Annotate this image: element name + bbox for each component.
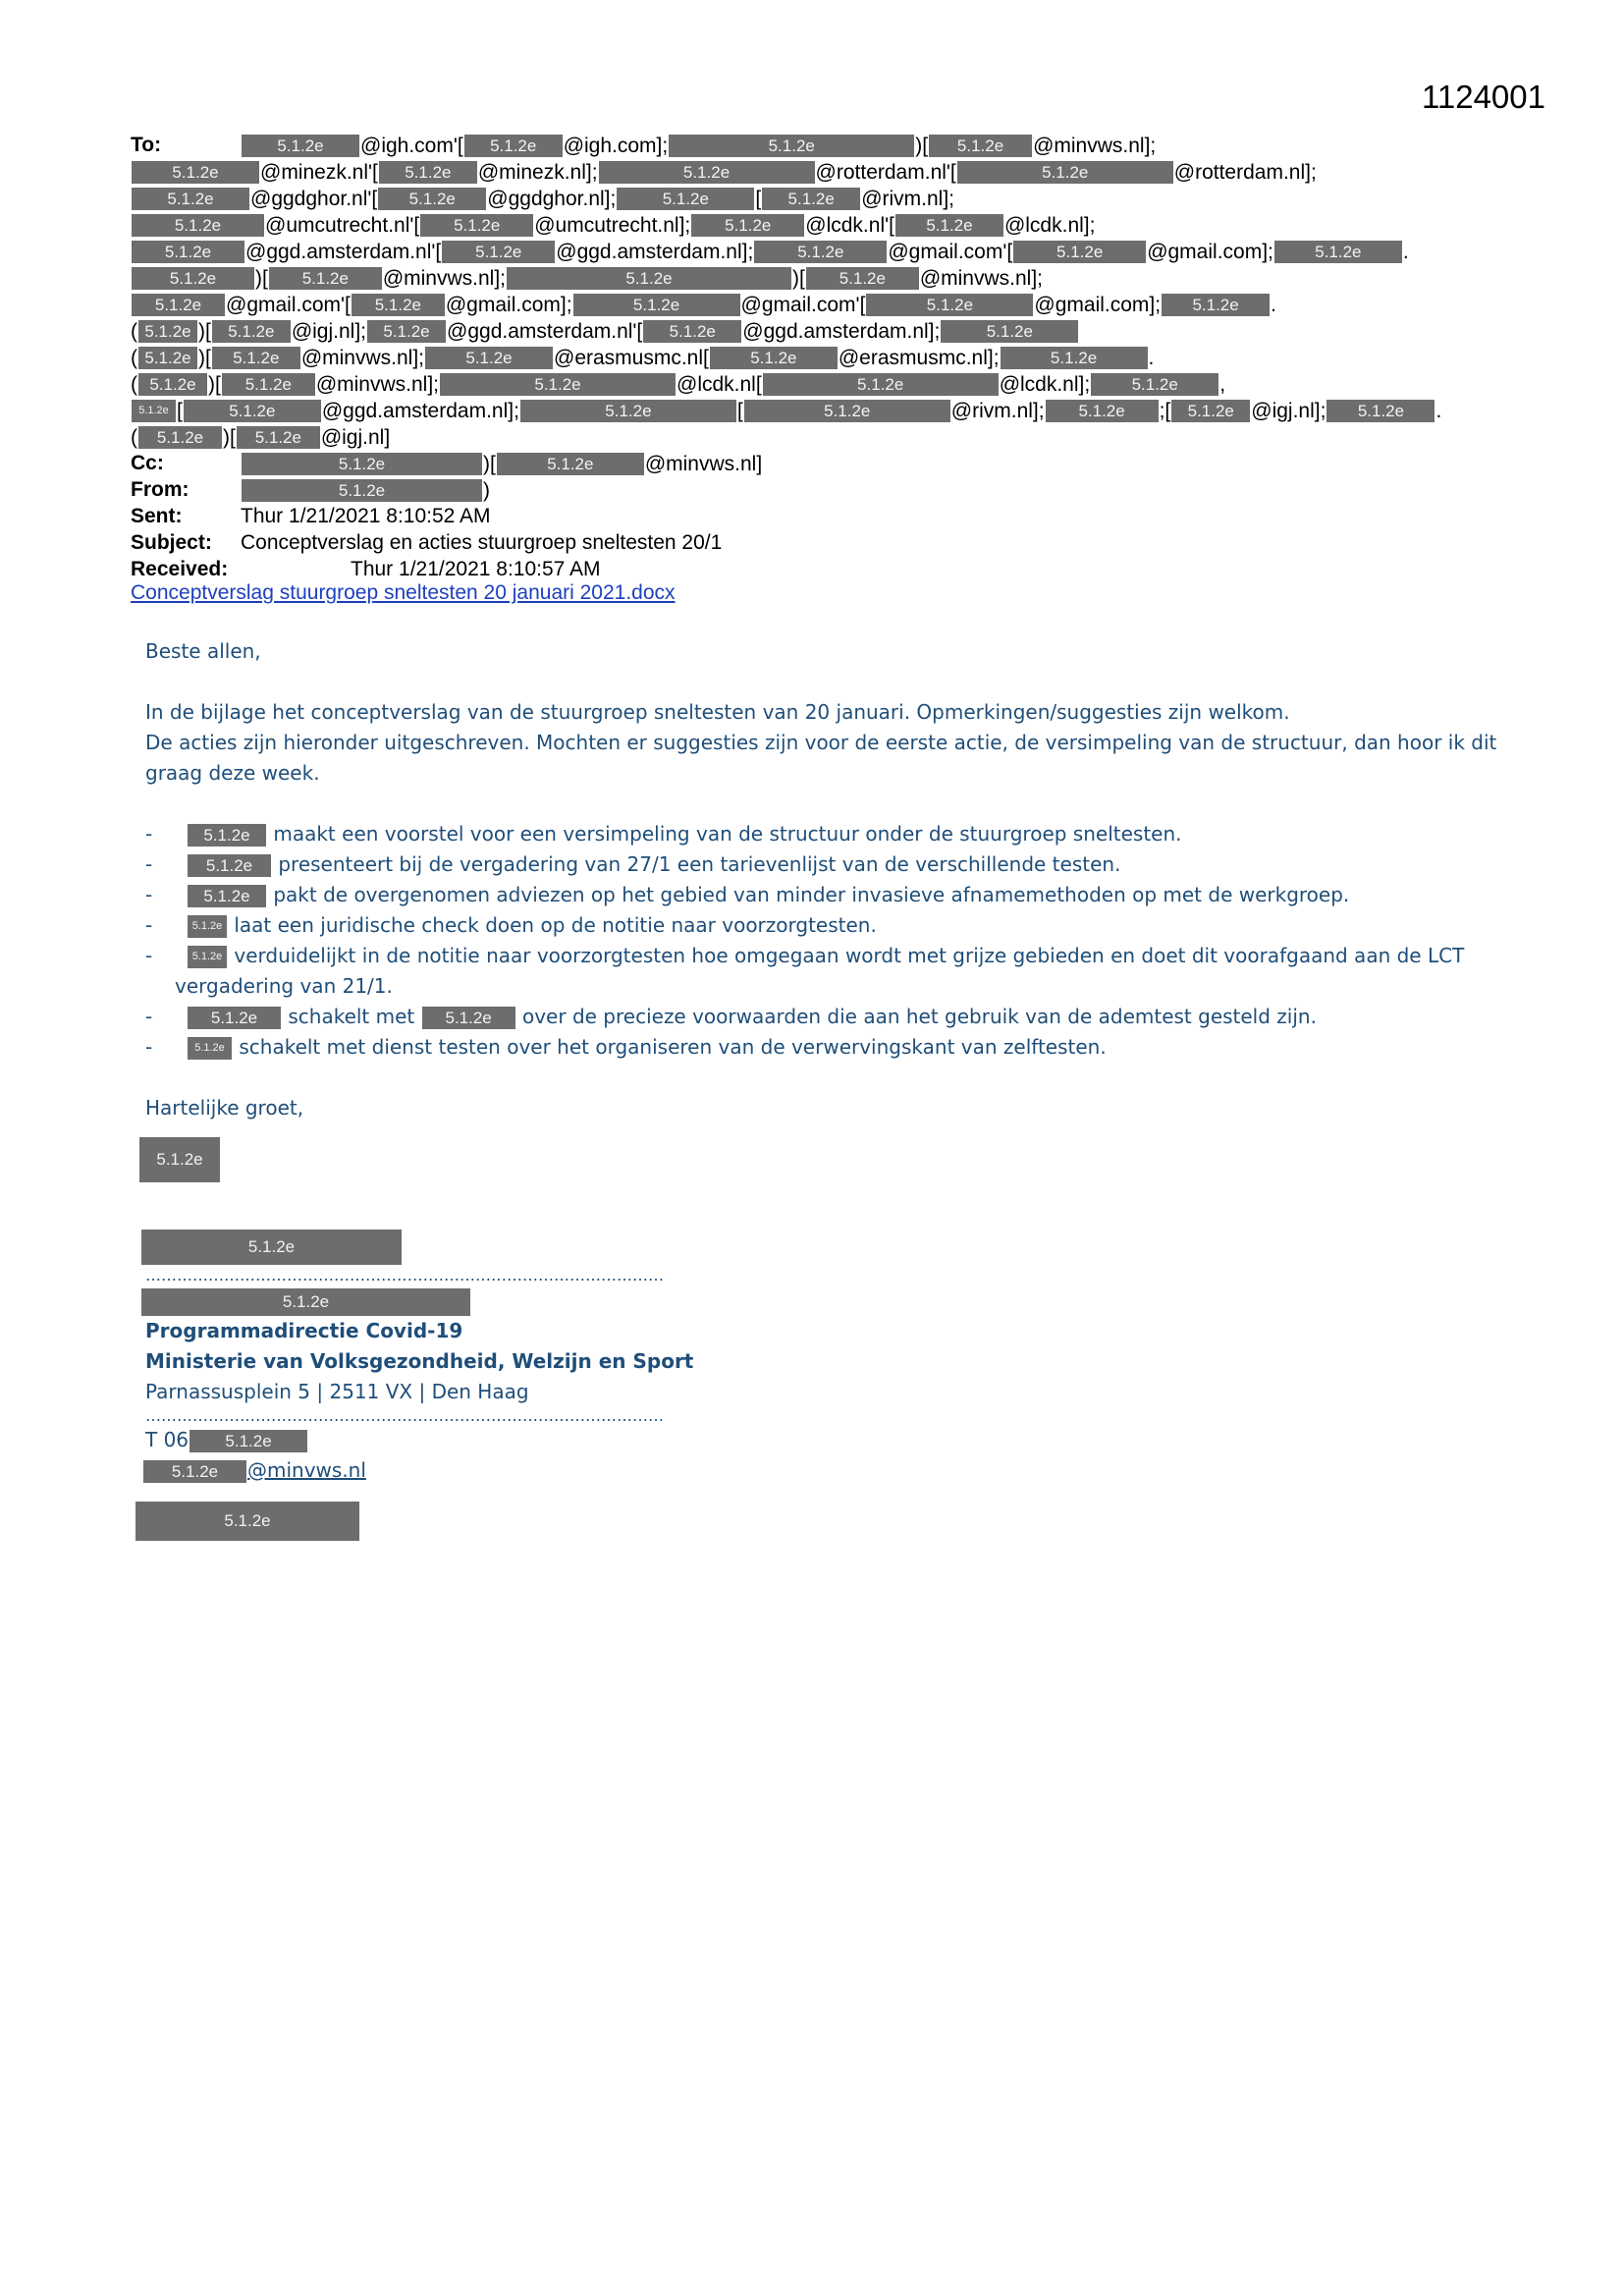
action-text: presenteert bij de vergadering van 27/1 een tarievenlijst van de verschillende testen. <box>272 852 1121 876</box>
to-line <box>131 291 1505 317</box>
received-value: Thur 1/21/2021 8:10:57 AM <box>351 558 601 580</box>
address-text: @erasmusmc.nl[ <box>554 346 709 369</box>
redaction: 5.1.2e <box>957 161 1173 184</box>
address-text: @minvws.nl]; <box>300 346 424 369</box>
cc-content <box>241 452 762 474</box>
action-item <box>145 880 1520 910</box>
redaction: 5.1.2e <box>188 885 266 907</box>
redaction: 5.1.2e <box>507 267 791 290</box>
redaction: 5.1.2e <box>132 294 225 316</box>
action-item <box>145 941 1520 1002</box>
redaction: 5.1.2e <box>139 1137 220 1182</box>
address-text: @gmail.com'[ <box>888 240 1013 263</box>
address-text: @gmail.com]; <box>445 293 572 316</box>
address-text: @ggd.amsterdam.nl'[ <box>245 240 442 263</box>
address-text: @rotterdam.nl]; <box>1173 160 1317 184</box>
sig-footer-redacted <box>145 1502 1520 1541</box>
sig-email <box>145 1455 1520 1486</box>
to-line <box>131 238 1505 264</box>
redaction: 5.1.2e <box>132 400 176 422</box>
address-text: . <box>1435 399 1442 422</box>
redaction: 5.1.2e <box>420 214 533 237</box>
redaction: 5.1.2e <box>422 1007 515 1029</box>
paragraph-actions-intro: De acties zijn hieronder uitgeschreven. Mochten er suggesties zijn voor de eerste actie, de versimpeling van de structuur, dan hoor ik dit graag deze week. <box>145 731 1497 785</box>
bullet-dash: - <box>145 822 153 846</box>
address-text: @gmail.com'[ <box>226 293 351 316</box>
action-text: schakelt met <box>282 1005 421 1028</box>
address-text: )[ <box>915 134 929 157</box>
attachment-link[interactable]: Conceptverslag stuurgroep sneltesten 20 januari 2021.docx <box>131 581 676 604</box>
redaction: 5.1.2e <box>135 1502 359 1541</box>
sent-label: Sent: <box>131 505 183 527</box>
address-text: @minezk.nl'[ <box>260 160 378 184</box>
email-link[interactable]: @minvws.nl <box>247 1458 366 1482</box>
address-text: @gmail.com]; <box>1034 293 1162 316</box>
sig-org-1: Programmadirectie Covid-19 <box>145 1319 463 1342</box>
redaction: 5.1.2e <box>143 1460 246 1483</box>
redaction: 5.1.2e <box>520 400 736 422</box>
redaction: 5.1.2e <box>806 267 919 290</box>
redaction: 5.1.2e <box>599 161 815 184</box>
received-label: Received: <box>131 558 229 580</box>
address-text: [ <box>755 187 762 210</box>
redaction: 5.1.2e <box>378 188 486 210</box>
redaction: 5.1.2e <box>269 267 382 290</box>
redaction: 5.1.2e <box>1274 241 1402 263</box>
address-text: @rotterdam.nl'[ <box>815 160 956 184</box>
from-label: From: <box>131 478 189 501</box>
address-text: ( <box>131 346 137 369</box>
redaction: 5.1.2e <box>188 915 227 938</box>
action-item <box>145 910 1520 941</box>
address-text: )[ <box>198 346 211 369</box>
to-line <box>131 370 1505 397</box>
redaction: 5.1.2e <box>379 161 477 184</box>
address-text: @gmail.com]; <box>1147 240 1273 263</box>
from-line <box>131 476 1505 503</box>
address-text: ( <box>131 425 137 449</box>
closing: Hartelijke groet, <box>145 1096 304 1120</box>
address-text: @minvws.nl] <box>644 452 763 475</box>
address-text: @ggdghor.nl'[ <box>250 187 378 210</box>
action-text: verduidelijkt in de notitie naar voorzorgtesten hoe omgegaan wordt met grijze gebieden en doet dit voorafgaand aan de LCT vergadering van 21/1. <box>175 944 1465 998</box>
address-text: )[ <box>255 266 268 290</box>
to-line <box>131 344 1505 370</box>
to-line <box>131 185 1505 211</box>
redaction: 5.1.2e <box>1046 400 1159 422</box>
redaction: 5.1.2e <box>132 161 259 184</box>
redaction: 5.1.2e <box>138 347 197 369</box>
redaction: 5.1.2e <box>442 241 555 263</box>
email-body <box>145 636 1520 1541</box>
sender-name-redacted <box>145 1137 1520 1182</box>
address-text: @erasmusmc.nl]; <box>838 346 1000 369</box>
redaction: 5.1.2e <box>188 824 266 847</box>
address-text: . <box>1148 346 1155 369</box>
bullet-dash: - <box>145 883 153 906</box>
address-text: @igj.nl]; <box>291 319 367 343</box>
email-header <box>131 132 1505 582</box>
redaction: 5.1.2e <box>212 347 300 369</box>
sig-title-redacted <box>145 1288 1520 1316</box>
redaction: 5.1.2e <box>132 267 254 290</box>
address-text: @gmail.com'[ <box>740 293 866 316</box>
to-recipients <box>131 132 1505 450</box>
redaction: 5.1.2e <box>464 135 563 157</box>
redaction: 5.1.2e <box>242 479 482 502</box>
address-text: , <box>1219 372 1226 396</box>
redaction: 5.1.2e <box>691 214 804 237</box>
redaction: 5.1.2e <box>617 188 754 210</box>
redaction: 5.1.2e <box>138 373 207 396</box>
action-text: pakt de overgenomen adviezen op het gebied van minder invasieve afnamemethoden op met de werkgroep. <box>267 883 1350 906</box>
phone-prefix: T 06 <box>145 1428 189 1451</box>
separator-line: ……………………………………………………………………………………… <box>145 1267 664 1285</box>
address-text: @minezk.nl]; <box>477 160 598 184</box>
redaction: 5.1.2e <box>1001 347 1148 369</box>
action-text: over de precieze voorwaarden die aan het gebruik van de ademtest gesteld zijn. <box>515 1005 1317 1028</box>
subject-value: Conceptverslag en acties stuurgroep sneltesten 20/1 <box>241 531 723 554</box>
action-list <box>145 819 1520 1063</box>
redaction: 5.1.2e <box>141 1230 402 1265</box>
address-text: @igh.com'[ <box>360 134 463 157</box>
bullet-dash: - <box>145 852 153 876</box>
address-text: @minvws.nl]; <box>315 372 439 396</box>
separator-line-2: ……………………………………………………………………………………… <box>145 1407 664 1425</box>
address-text: @ggdghor.nl]; <box>487 187 617 210</box>
redaction: 5.1.2e <box>1162 294 1270 316</box>
redaction: 5.1.2e <box>242 135 359 157</box>
redaction: 5.1.2e <box>222 373 315 396</box>
redaction: 5.1.2e <box>497 453 644 475</box>
address-text: ( <box>131 372 137 396</box>
redaction: 5.1.2e <box>425 347 553 369</box>
redaction: 5.1.2e <box>763 373 999 396</box>
redaction: 5.1.2e <box>237 426 320 449</box>
redaction: 5.1.2e <box>1013 241 1146 263</box>
address-text: @umcutrecht.nl]; <box>534 213 691 237</box>
redaction: 5.1.2e <box>184 400 321 422</box>
sig-phone <box>145 1425 1520 1455</box>
address-text: @minvws.nl]; <box>1033 134 1157 157</box>
redaction: 5.1.2e <box>754 241 887 263</box>
redaction: 5.1.2e <box>762 188 860 210</box>
redaction: 5.1.2e <box>744 400 950 422</box>
address-text: [ <box>177 399 183 422</box>
bullet-dash: - <box>145 913 153 937</box>
redaction: 5.1.2e <box>138 320 197 343</box>
address-text: ) <box>483 478 490 502</box>
address-text: )[ <box>483 452 496 475</box>
address-text: @igh.com]; <box>563 134 669 157</box>
redaction: 5.1.2e <box>1171 400 1250 422</box>
action-item <box>145 819 1520 849</box>
redaction: 5.1.2e <box>1091 373 1218 396</box>
address-text: )[ <box>223 425 236 449</box>
document-id: 1124001 <box>1421 79 1545 115</box>
address-text: @ggd.amsterdam.nl]; <box>742 319 941 343</box>
sig-name-redacted <box>145 1230 1520 1265</box>
address-text: @umcutrecht.nl'[ <box>265 213 420 237</box>
action-text: maakt een voorstel voor een versimpeling van de structuur onder de stuurgroep sneltesten. <box>267 822 1182 846</box>
subject-line <box>131 529 1505 556</box>
redaction: 5.1.2e <box>1326 400 1435 422</box>
action-item <box>145 849 1520 880</box>
address-text: @rivm.nl]; <box>950 399 1045 422</box>
redaction: 5.1.2e <box>132 188 249 210</box>
to-line <box>131 264 1505 291</box>
address-text: [ <box>736 399 743 422</box>
redaction: 5.1.2e <box>352 294 445 316</box>
address-text: @lcdk.nl]; <box>1003 213 1096 237</box>
redaction: 5.1.2e <box>895 214 1003 237</box>
address-text: @ggd.amsterdam.nl]; <box>321 399 519 422</box>
subject-label: Subject: <box>131 531 212 554</box>
redaction: 5.1.2e <box>132 214 264 237</box>
redaction: 5.1.2e <box>710 347 838 369</box>
sent-line <box>131 503 1505 529</box>
cc-line <box>131 450 1505 476</box>
redaction: 5.1.2e <box>188 946 227 968</box>
to-line <box>131 158 1505 185</box>
address-text: ;[ <box>1159 399 1171 422</box>
redaction: 5.1.2e <box>440 373 676 396</box>
redaction: 5.1.2e <box>132 241 244 263</box>
redaction: 5.1.2e <box>188 854 271 877</box>
redaction: 5.1.2e <box>643 320 741 343</box>
from-content <box>241 478 490 501</box>
address-text: )[ <box>792 266 805 290</box>
address-text: @ggd.amsterdam.nl'[ <box>447 319 643 343</box>
to-line <box>131 397 1505 423</box>
address-text: @igj.nl] <box>320 425 391 449</box>
bullet-dash: - <box>145 944 153 967</box>
redaction: 5.1.2e <box>367 320 446 343</box>
action-text: laat een juridische check doen op de notitie naar voorzorgtesten. <box>228 913 877 937</box>
address-text: ( <box>131 319 137 343</box>
received-line <box>131 556 1505 582</box>
address-text: @minvws.nl]; <box>382 266 506 290</box>
sent-value: Thur 1/21/2021 8:10:52 AM <box>241 505 491 527</box>
address-text: @lcdk.nl[ <box>677 372 762 396</box>
redaction: 5.1.2e <box>138 426 222 449</box>
address-text: @minvws.nl]; <box>919 266 1043 290</box>
to-label: To: <box>131 134 162 156</box>
action-text: schakelt met dienst testen over het organiseren van de verwervingskant van zelftesten. <box>233 1035 1107 1059</box>
address-text: @ggd.amsterdam.nl]; <box>556 240 754 263</box>
address-text: )[ <box>208 372 221 396</box>
action-item <box>145 1002 1520 1032</box>
redaction: 5.1.2e <box>669 135 914 157</box>
redaction: 5.1.2e <box>866 294 1033 316</box>
to-line <box>131 211 1505 238</box>
address-text: @lcdk.nl'[ <box>805 213 894 237</box>
address-text: . <box>1402 240 1409 263</box>
to-line <box>131 317 1505 344</box>
redaction: 5.1.2e <box>188 1037 232 1060</box>
redaction: 5.1.2e <box>941 320 1078 343</box>
redaction: 5.1.2e <box>212 320 291 343</box>
redaction: 5.1.2e <box>573 294 740 316</box>
address-text: @rivm.nl]; <box>861 187 955 210</box>
action-item <box>145 1032 1520 1063</box>
paragraph-intro: In de bijlage het conceptverslag van de stuurgroep sneltesten van 20 januari. Opmerkingen/suggesties zijn welkom. <box>145 700 1290 724</box>
redaction: 5.1.2e <box>929 135 1032 157</box>
address-text: @igj.nl]; <box>1251 399 1326 422</box>
address-text: @lcdk.nl]; <box>999 372 1091 396</box>
redaction: 5.1.2e <box>189 1430 307 1452</box>
to-line <box>131 423 1505 450</box>
bullet-dash: - <box>145 1035 153 1059</box>
address-text: . <box>1271 293 1276 316</box>
redaction: 5.1.2e <box>188 1007 281 1029</box>
redaction: 5.1.2e <box>141 1288 470 1316</box>
to-line <box>131 132 1505 158</box>
address-text: )[ <box>198 319 211 343</box>
redaction: 5.1.2e <box>242 453 482 475</box>
sig-address: Parnassusplein 5 | 2511 VX | Den Haag <box>145 1380 529 1403</box>
cc-label: Cc: <box>131 452 164 474</box>
greeting: Beste allen, <box>145 639 261 663</box>
sig-org-2: Ministerie van Volksgezondheid, Welzijn en Sport <box>145 1349 694 1373</box>
bullet-dash: - <box>145 1005 153 1028</box>
